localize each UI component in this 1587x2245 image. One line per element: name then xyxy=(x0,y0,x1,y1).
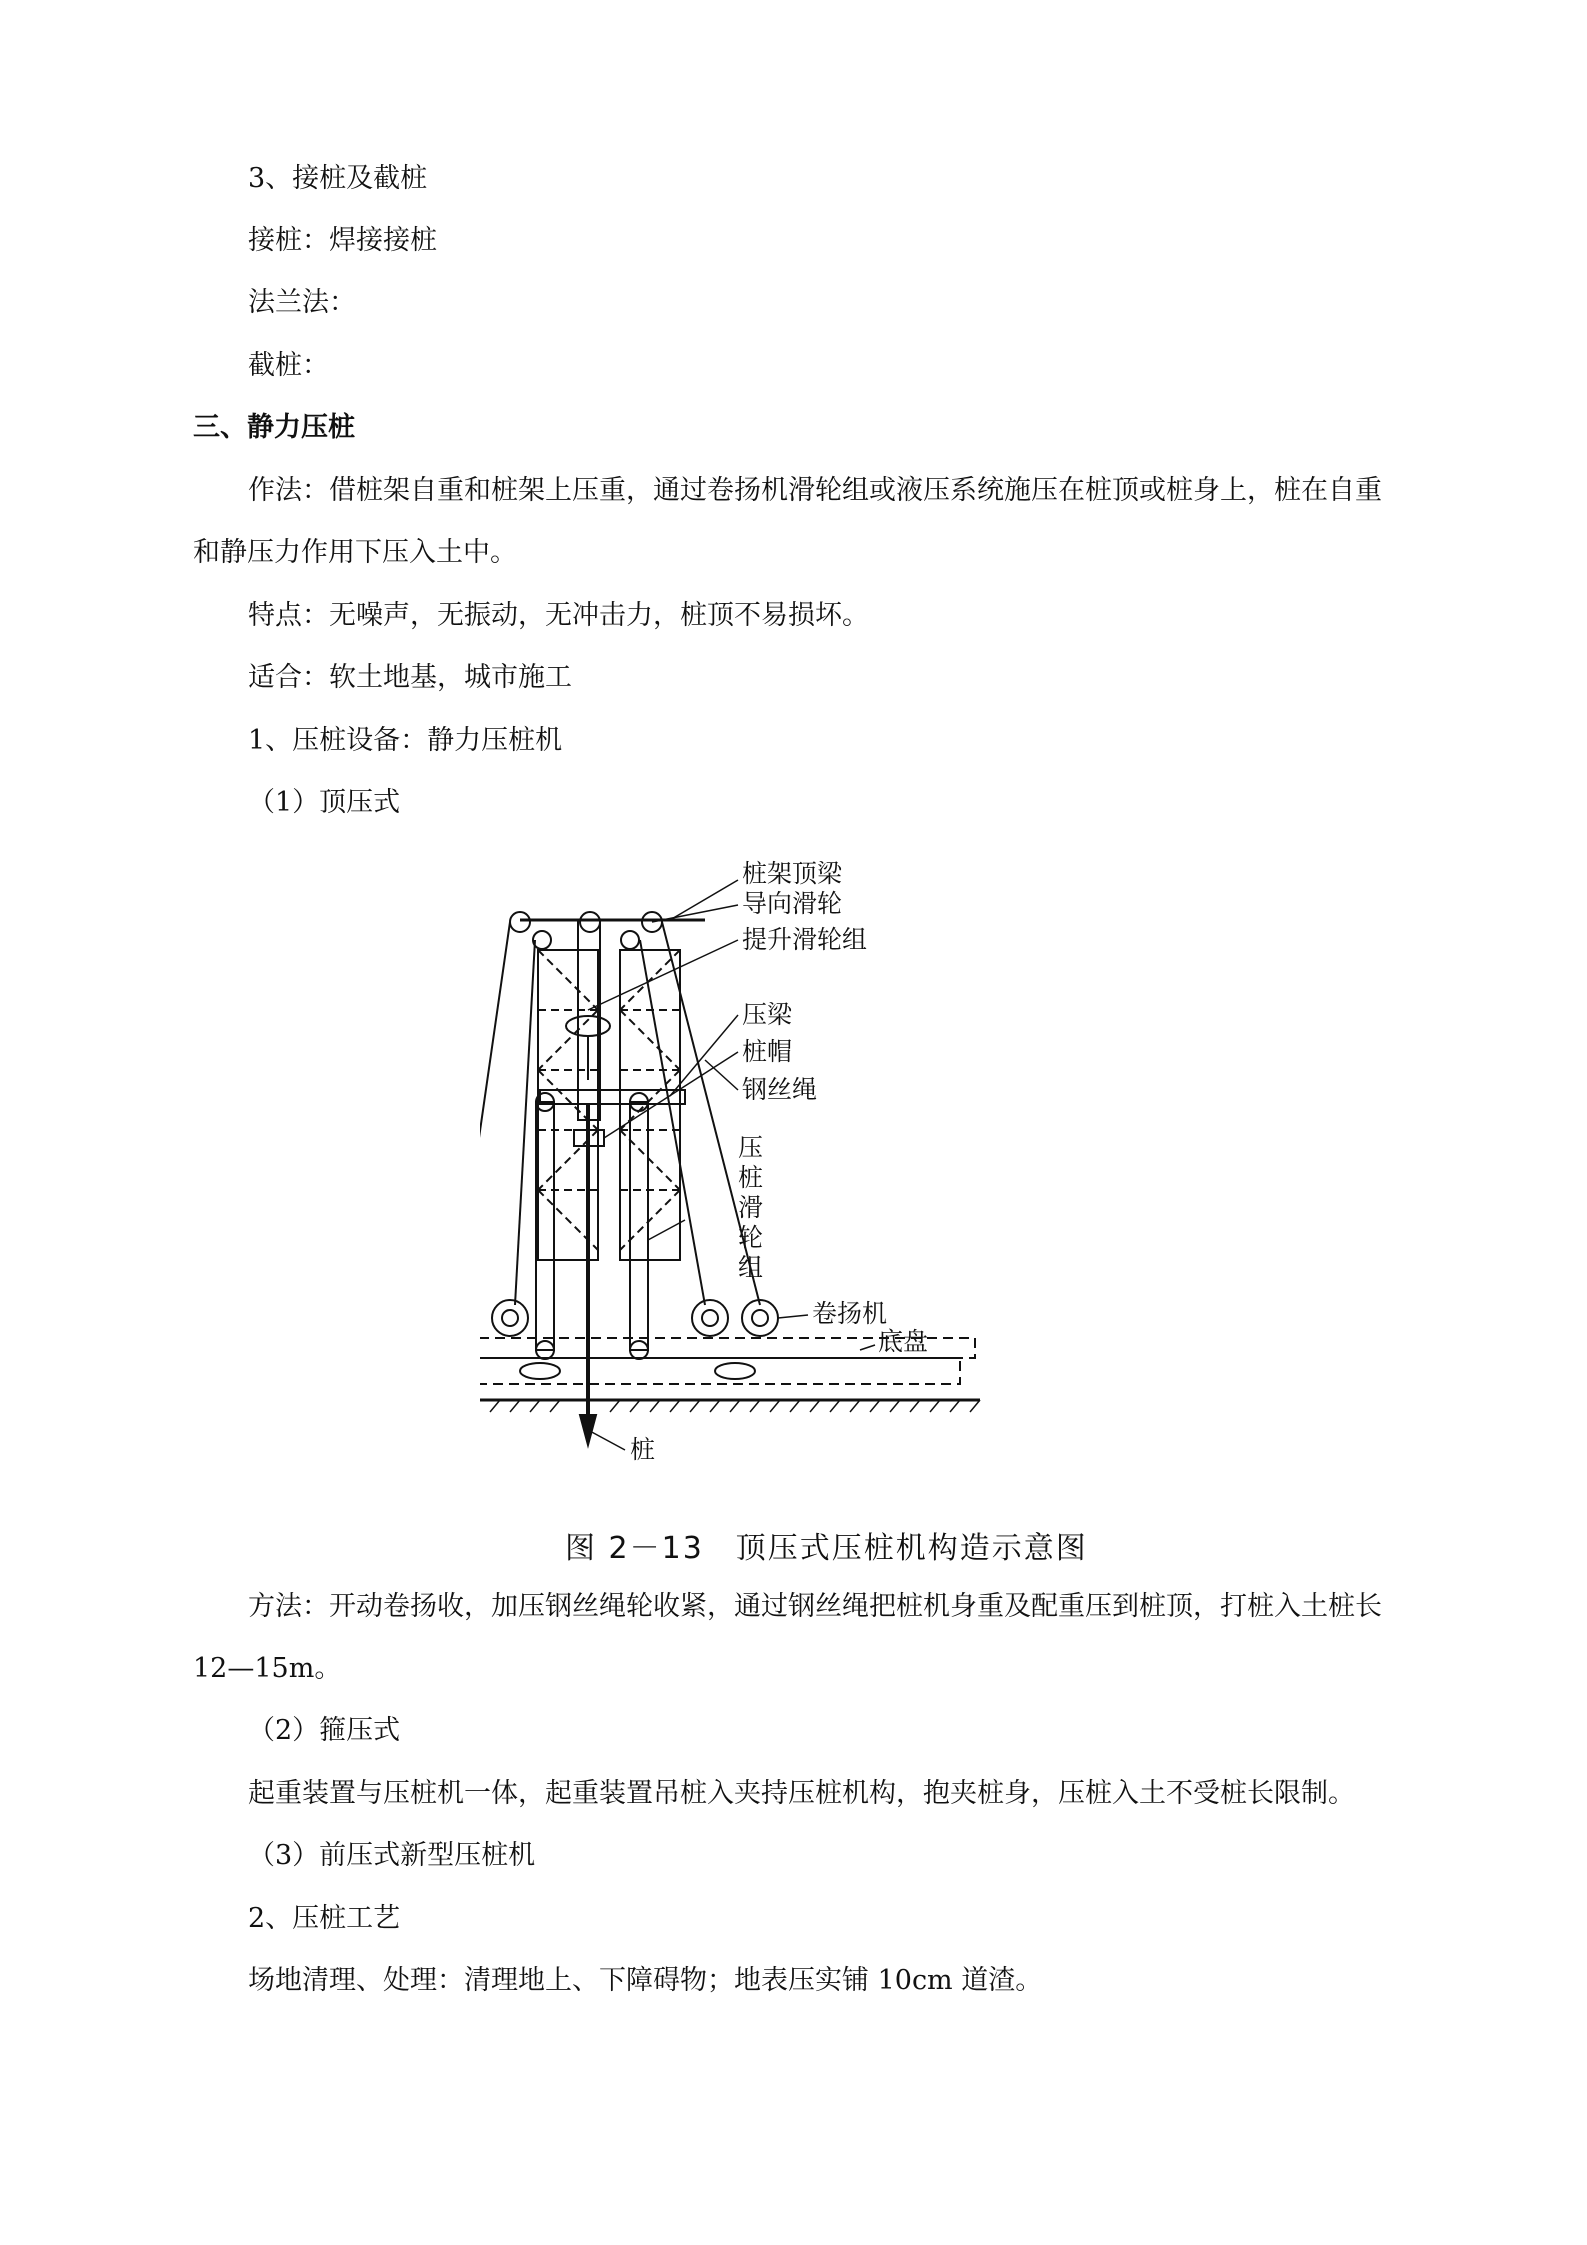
pulley-icon xyxy=(580,912,600,932)
label-lift-pulley: 提升滑轮组 xyxy=(742,925,868,954)
wire-rope xyxy=(515,940,535,1305)
label-top-beam: 桩架顶梁 xyxy=(742,859,843,888)
text-line: （2）箍压式 xyxy=(248,1715,401,1746)
text-line: 截桩： xyxy=(248,350,329,381)
wire-rope xyxy=(640,940,705,1305)
pile-press-diagram xyxy=(480,840,1200,1480)
figure-caption: 图 2－13 顶压式压桩机构造示意图 xyxy=(565,1531,1088,1566)
pulley-icon xyxy=(621,931,639,949)
text-line: 12—15m。 xyxy=(193,1653,342,1684)
text-line: 2、压桩工艺 xyxy=(248,1903,401,1934)
label-guide-pulley: 导向滑轮 xyxy=(742,889,843,918)
label-pile: 桩 xyxy=(630,1435,656,1464)
section-heading: 三、静力压桩 xyxy=(193,412,355,443)
label-base: 底盘 xyxy=(878,1327,929,1356)
text-line: 特点：无噪声，无振动，无冲击力，桩顶不易损坏。 xyxy=(248,600,869,631)
label-winch: 卷扬机 xyxy=(812,1299,888,1328)
text-line: 场地清理、处理：清理地上、下障碍物；地表压实铺 10cm 道渣。 xyxy=(248,1965,1043,1996)
text-line: 和静压力作用下压入土中。 xyxy=(193,537,517,568)
pulley-icon xyxy=(510,912,530,932)
label-wire-rope: 钢丝绳 xyxy=(742,1075,818,1104)
label-press-pulley: 组 xyxy=(738,1253,764,1282)
text-line: 起重装置与压桩机一体，起重装置吊桩入夹持压桩机构，抱夹桩身，压桩入土不受桩长限制。 xyxy=(248,1778,1355,1809)
text-line: 适合：软土地基，城市施工 xyxy=(248,662,572,693)
press-beam xyxy=(540,1090,685,1104)
text-line: 接桩：焊接接桩 xyxy=(248,225,437,256)
text-line: （3）前压式新型压桩机 xyxy=(248,1840,536,1871)
text-line: （1）顶压式 xyxy=(248,787,401,818)
wire-rope xyxy=(480,922,510,1305)
winch-icon xyxy=(742,1300,778,1336)
label-press-pulley: 滑 xyxy=(738,1193,764,1222)
label-press-beam: 压梁 xyxy=(742,1000,793,1029)
text-line: 方法：开动卷扬收，加压钢丝绳轮收紧，通过钢丝绳把桩机身重及配重压到桩顶，打桩入土桩长 xyxy=(248,1591,1382,1622)
pulley-icon xyxy=(533,931,551,949)
text-line: 3、接桩及截桩 xyxy=(248,163,428,194)
label-pile-cap: 桩帽 xyxy=(742,1037,793,1066)
winch-icon xyxy=(692,1300,728,1336)
winch-icon xyxy=(492,1300,528,1336)
press-pulley-right xyxy=(630,1102,648,1350)
text-line: 作法：借桩架自重和桩架上压重，通过卷扬机滑轮组或液压系统施压在桩顶或桩身上，桩在自重 xyxy=(248,475,1382,506)
text-line: 法兰法： xyxy=(248,287,356,318)
label-press-pulley: 压 xyxy=(738,1133,764,1162)
text-line: 1、压桩设备：静力压桩机 xyxy=(248,725,563,756)
label-press-pulley: 桩 xyxy=(738,1163,764,1192)
label-press-pulley: 轮 xyxy=(738,1223,764,1252)
